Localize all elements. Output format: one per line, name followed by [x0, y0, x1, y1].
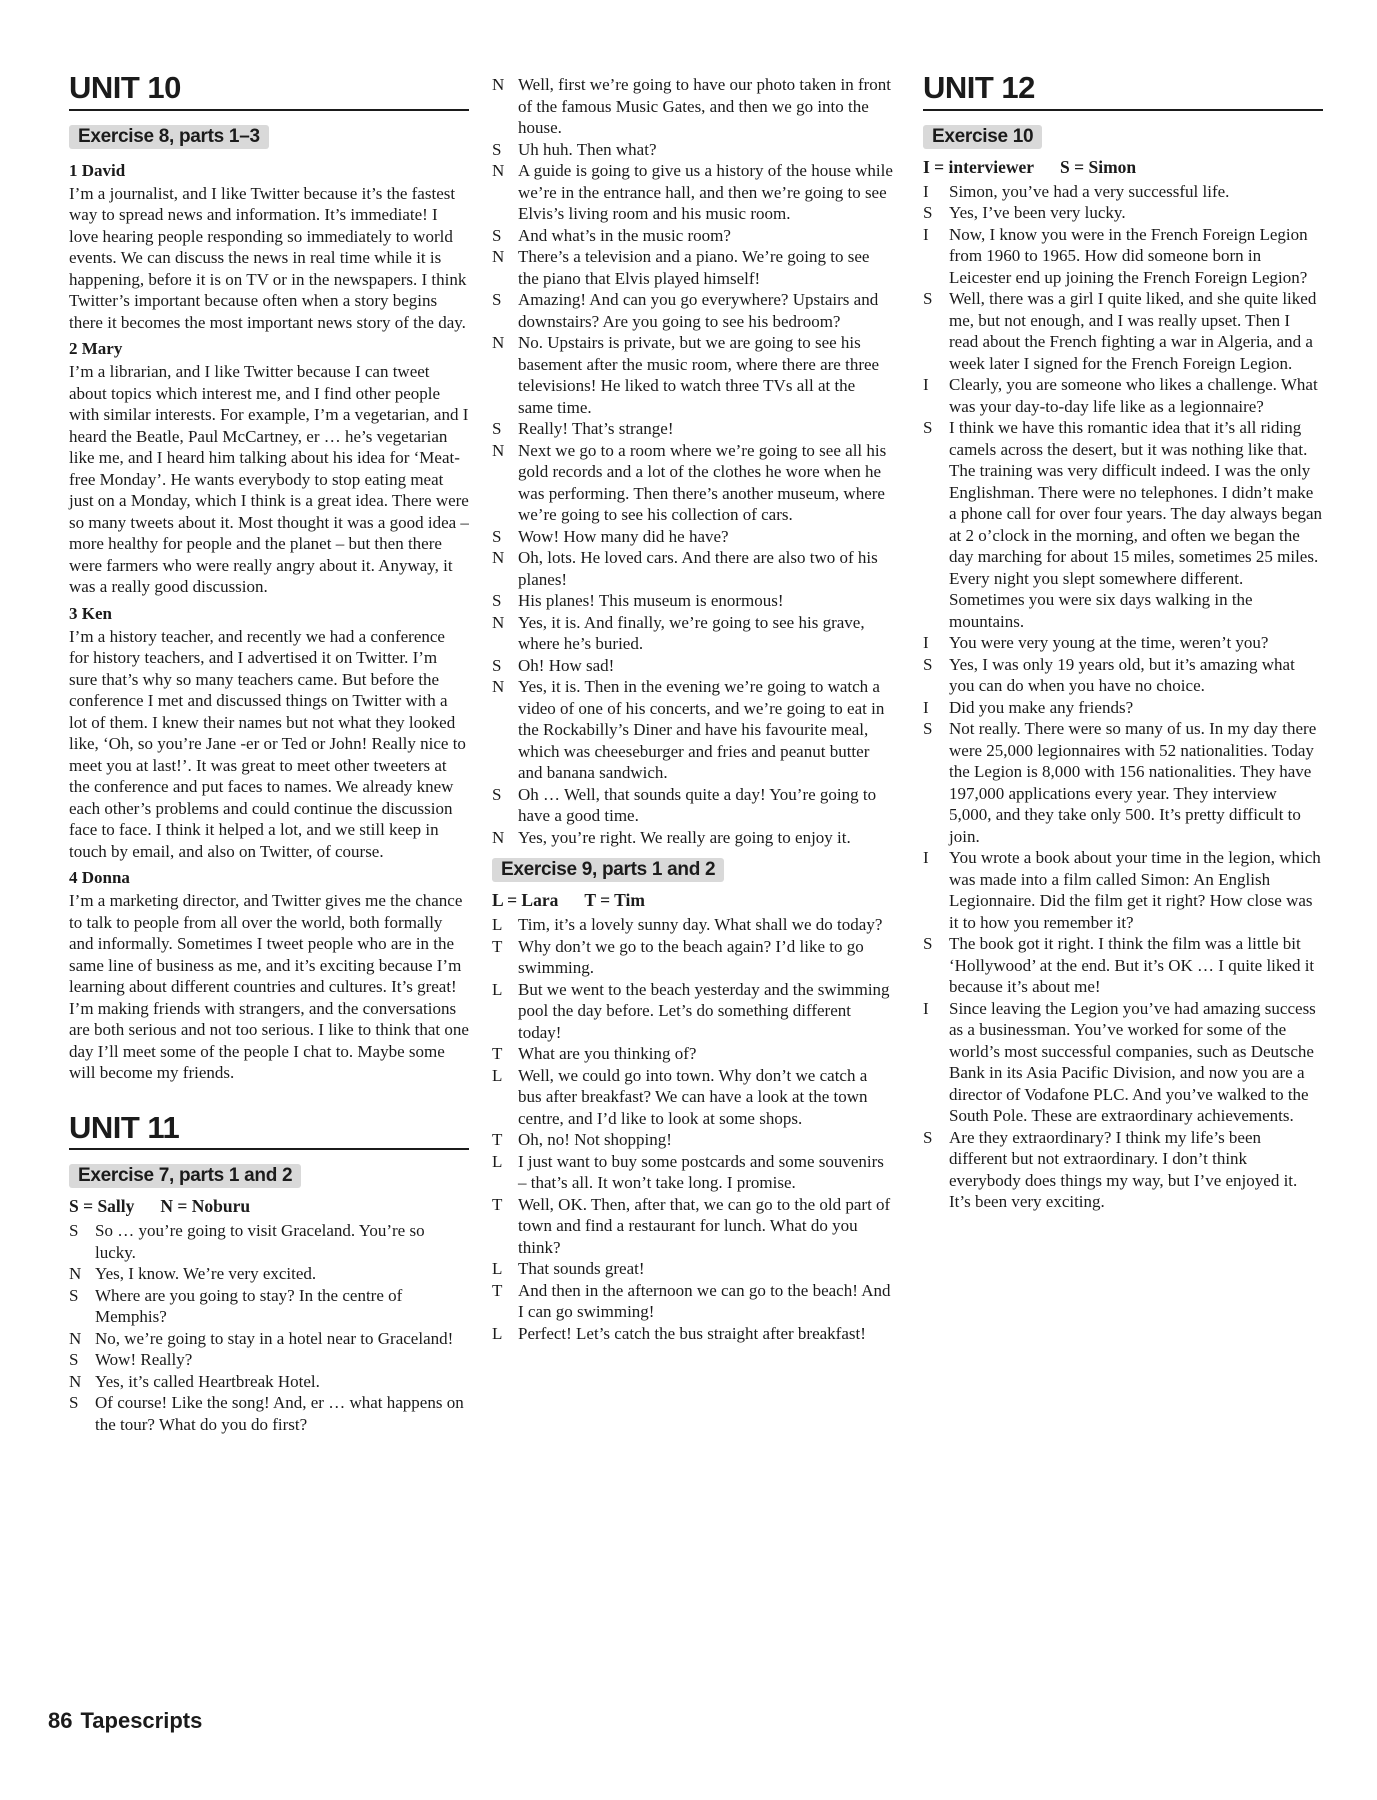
line-text: Well, there was a girl I quite liked, and she quite liked me, but not enough, and I was really upset. Then I read about the French fighting a war in Algeria, and a week later I signed for the French Foreign Legion. — [949, 289, 1317, 373]
line-text: And then in the afternoon we can go to the beach! And I can go swimming! — [518, 1280, 891, 1321]
speaker-initial: S — [923, 654, 933, 674]
speaker-initial: L — [492, 1323, 503, 1343]
line-text: Yes, it is. Then in the evening we’re going to watch a video of one of his concerts, and we’re going to eat in the Rockabilly’s Diner and have his favourite meal, which was cheeseburger and fries and peanut butter and banana sandwich. — [518, 677, 885, 782]
column-3 — [923, 72, 1323, 1213]
speaker-name: 1 David — [69, 160, 126, 180]
key-entry: I = interviewer — [923, 156, 1035, 177]
line-text: Amazing! And can you go everywhere? Upstairs and downstairs? Are you going to see his bedroom? — [518, 290, 879, 331]
dialogue-line — [69, 1371, 469, 1393]
speaker-initial: S — [923, 934, 933, 954]
dialogue-line — [923, 697, 1323, 719]
dialogue-line — [923, 202, 1323, 224]
speaker-initial: N — [492, 161, 505, 180]
line-text: Yes, you’re right. We really are going to enjoy it. — [518, 827, 851, 847]
line-text: Well, we could go into town. Why don’t we catch a bus after breakfast? We can have a look at the town centre, and I’d like to look at some shops. — [518, 1065, 868, 1128]
line-text: Well, OK. Then, after that, we can go to the old part of town and find a restaurant for lunch. What do you think? — [518, 1194, 891, 1257]
speaker-text: I’m a history teacher, and recently we had a conference for history teachers, and I advertised it on Twitter. I’m sure that’s why so many teachers came. But before the conference I met and discussed things on Twitter with a lot of them. I knew their names but not what they looked like, ‘Oh, so you’re Jane -er or Ted or John! Really nice to meet you at last!’. It was great to meet other tweeters at the conference and put faces to names. We already knew each other’s problems and could continue the discussion face to face. I think it helped a lot, and we still keep in touch by email, and also on Twitter, of course. — [69, 626, 466, 861]
speaker-name: 4 Donna — [69, 868, 130, 888]
speaker-initial: N — [69, 1264, 82, 1284]
speaker-initial: S — [492, 290, 502, 309]
speaker-initial: S — [69, 1285, 79, 1305]
line-text: Next we go to a room where we’re going to see all his gold records and a lot of the clothes he wore when he was performing. Then there’s another museum, where we’re going to see his collection of cars. — [518, 440, 887, 524]
dialogue-line — [923, 998, 1323, 1127]
line-text: Did you make any friends? — [949, 697, 1134, 717]
dialogue-line — [492, 289, 894, 332]
dialogue-line — [492, 676, 894, 784]
unit-11-ex9-heading: Exercise 9, parts 1 and 2 — [492, 858, 724, 882]
line-text: Oh! How sad! — [518, 655, 615, 675]
page-number: 86 — [48, 1708, 73, 1733]
speaker-initial: S — [923, 418, 933, 438]
dialogue — [923, 181, 1323, 1213]
line-text: Are they extraordinary? I think my life’s been different but not extraordinary. I don’t think everybody does things my way, but I’ve enjoyed it. It’s been very exciting. — [949, 1127, 1298, 1212]
line-text: Yes, I was only 19 years old, but it’s amazing what you can do when you have no choice. — [949, 654, 1295, 696]
speaker-initial: I — [923, 375, 929, 395]
dialogue-continued — [492, 74, 894, 848]
speaker-initial: N — [492, 75, 505, 94]
line-text: What are you thinking of? — [518, 1044, 697, 1063]
speaker-initial: N — [492, 247, 505, 266]
speaker-initial: I — [923, 224, 929, 244]
line-text: Oh, no! Not shopping! — [518, 1130, 672, 1149]
speaker-text: I’m a journalist, and I like Twitter because it’s the fastest way to spread news and information. It’s immediate! I love hearing people responding so immediately to world events. We can discuss the news in real time while it is happening, before it is on TV or in the newspapers. I think Twitter’s important because often when a story begins there it becomes the most important news story of the day. — [69, 183, 467, 332]
key-entry: S = Simon — [1060, 156, 1137, 177]
dialogue-line — [492, 1280, 894, 1323]
dialogue-line — [923, 288, 1323, 374]
line-text: Since leaving the Legion you’ve had amazing success as a businessman. You’ve worked for some of the world’s most successful companies, such as Deutsche Bank in its Asia Pacific Division, and now you are a director of Vodafone PLC. And you’ve walked to the South Pole. These are extraordinary achievements. — [949, 998, 1316, 1126]
line-text: No. Upstairs is private, but we are going to see his basement after the music room, where there are three televisions! He liked to watch three TVs all at the same time. — [518, 333, 880, 417]
dialogue-line — [69, 1220, 469, 1263]
line-text: Clearly, you are someone who likes a challenge. What was your day-to-day life like as a legionnaire? — [949, 375, 1318, 416]
speaker-initial: S — [69, 1221, 79, 1241]
dialogue-line — [923, 1127, 1323, 1213]
dialogue-line — [492, 332, 894, 418]
speaker-initial: T — [492, 1130, 503, 1149]
speaker-initial: S — [492, 526, 502, 546]
speaker-initial: T — [492, 936, 503, 956]
speaker-initial: I — [923, 848, 929, 868]
speaker-text: I’m a librarian, and I like Twitter because I can tweet about topics which interest me, and I find other people with similar interests. For example, I’m a vegetarian, and I heard the Beatle, Paul McCartney, er … he’s vegetarian like me, and I heard him talking about his idea for ‘Meat-free Monday’. He wants everybody to stop eating meat just on a Monday, which I think is a great idea. There were so many tweets about it. Most thought it was a good idea – more healthy for people and the planet – but then there were farmers who were really angry about it. Anyway, it was a really good discussion. — [69, 362, 469, 597]
unit-12-title: UNIT 12 — [923, 72, 1323, 111]
dialogue-line — [492, 655, 894, 677]
unit-11-title: UNIT 11 — [69, 1112, 469, 1151]
line-text: Oh … Well, that sounds quite a day! You’re going to have a good time. — [518, 784, 877, 825]
unit-10-speakers — [69, 159, 469, 1084]
speaker-initial: N — [69, 1328, 82, 1348]
unit-11-ex9-key — [492, 888, 894, 912]
dialogue-line — [69, 1263, 469, 1285]
speaker-initial: S — [923, 289, 933, 309]
dialogue-line — [492, 1258, 894, 1280]
dialogue-line — [492, 74, 894, 139]
dialogue-line — [492, 1043, 894, 1065]
line-text: I just want to buy some postcards and some souvenirs – that’s all. It won’t take long. I promise. — [518, 1151, 884, 1192]
speaker-initial: S — [492, 591, 502, 610]
speaker-initial: N — [492, 333, 505, 352]
key-entry: L = Lara — [492, 890, 559, 910]
dialogue-line — [69, 1328, 469, 1350]
dialogue-line — [492, 1323, 894, 1345]
dialogue-line — [492, 936, 894, 979]
speaker-initial: S — [923, 203, 933, 223]
line-text: That sounds great! — [518, 1259, 645, 1278]
line-text: Perfect! Let’s catch the bus straight after breakfast! — [518, 1323, 866, 1343]
speaker-name: 2 Mary — [69, 339, 123, 359]
speaker-name: 3 Ken — [69, 603, 112, 623]
speaker-initial: S — [492, 139, 502, 159]
dialogue-line — [492, 827, 894, 849]
dialogue-line — [923, 718, 1323, 847]
dialogue — [69, 1220, 469, 1435]
speaker-initial: S — [492, 225, 502, 245]
speaker-initial: N — [492, 827, 505, 847]
dialogue-line — [69, 1285, 469, 1328]
unit-12-key — [923, 155, 1323, 179]
line-text: Uh huh. Then what? — [518, 139, 657, 159]
dialogue-line — [923, 632, 1323, 654]
line-text: Not really. There were so many of us. In my day there were 25,000 legionnaires with 52 nationalities. Today the Legion is 8,000 with 156 nationalities. They have 197,000 applications every year. They interview 5,000, and they take only 500. It’s pretty difficult to join. — [949, 719, 1317, 846]
speaker-initial: S — [492, 784, 502, 804]
speaker-initial: S — [492, 419, 502, 438]
unit-11-ex7-key — [69, 1194, 469, 1218]
speaker-initial: L — [492, 979, 503, 999]
speaker-initial: L — [492, 1065, 503, 1085]
dialogue-line — [492, 784, 894, 827]
speaker-initial: S — [69, 1350, 79, 1370]
dialogue-line — [923, 417, 1323, 632]
line-text: A guide is going to give us a history of the house while we’re in the entrance hall, and then we’re going to see Elvis’s living room and his music room. — [518, 161, 893, 223]
dialogue-line — [492, 1151, 894, 1194]
dialogue-line — [492, 590, 894, 612]
dialogue-line — [492, 1065, 894, 1130]
speaker-initial: N — [492, 612, 505, 632]
line-text: You were very young at the time, weren’t you? — [949, 633, 1269, 653]
speaker-initial: T — [492, 1280, 503, 1300]
line-text: Well, first we’re going to have our photo taken in front of the famous Music Gates, and then we go into the house. — [518, 75, 892, 137]
speaker-initial: S — [923, 1127, 933, 1147]
dialogue-line — [923, 181, 1323, 203]
line-text: His planes! This museum is enormous! — [518, 591, 784, 610]
dialogue-line — [492, 440, 894, 526]
speaker-initial: I — [923, 181, 929, 201]
unit-10-title: UNIT 10 — [69, 72, 469, 111]
unit-12-exercise-heading: Exercise 10 — [923, 125, 1042, 149]
line-text: Yes, I know. We’re very excited. — [95, 1264, 317, 1284]
dialogue-line — [923, 654, 1323, 697]
speaker-initial: N — [492, 440, 505, 460]
unit-10-exercise-heading: Exercise 8, parts 1–3 — [69, 125, 269, 149]
speaker-initial: I — [923, 633, 929, 653]
dialogue-line — [923, 374, 1323, 417]
line-text: Wow! Really? — [95, 1350, 193, 1370]
dialogue-line — [492, 1129, 894, 1151]
dialogue-line — [492, 979, 894, 1044]
speaker-initial: N — [69, 1371, 82, 1391]
speaker-initial: T — [492, 1044, 503, 1063]
line-text: The book got it right. I think the film was a little bit ‘Hollywood’ at the end. But it’s OK … I quite liked it because it’s about me! — [949, 934, 1315, 997]
dialogue-line — [492, 526, 894, 548]
line-text: Tim, it’s a lovely sunny day. What shall we do today? — [518, 915, 883, 934]
dialogue-line — [69, 1392, 469, 1435]
speaker-initial: S — [69, 1393, 79, 1413]
column-1 — [69, 72, 469, 1435]
dialogue-line — [492, 1194, 894, 1259]
speaker-initial: L — [492, 915, 503, 934]
line-text: You wrote a book about your time in the legion, which was made into a film called Simon: An English Legionnaire. Did the film get it right? How close was it to how you remember it? — [949, 848, 1321, 932]
line-text: But we went to the beach yesterday and the swimming pool the day before. Let’s do something different today! — [518, 979, 890, 1042]
key-entry: S = Sally — [69, 1196, 135, 1217]
line-text: Really! That’s strange! — [518, 419, 674, 438]
dialogue-line — [69, 1349, 469, 1371]
speaker-initial: T — [492, 1194, 503, 1214]
line-text: Wow! How many did he have? — [518, 526, 729, 546]
dialogue-line — [923, 847, 1323, 933]
dialogue-line — [923, 933, 1323, 998]
line-text: Where are you going to stay? In the centre of Memphis? — [95, 1285, 403, 1327]
dialogue-line — [923, 224, 1323, 289]
dialogue — [492, 914, 894, 1344]
speaker-initial: N — [492, 677, 505, 696]
speaker-initial: S — [492, 655, 502, 675]
dialogue-line — [492, 225, 894, 247]
line-text: Now, I know you were in the French Foreign Legion from 1960 to 1965. How did someone born in Leicester end up joining the French Foreign Legion? — [949, 224, 1308, 287]
line-text: Yes, it’s called Heartbreak Hotel. — [95, 1371, 320, 1391]
line-text: Oh, lots. He loved cars. And there are also two of his planes! — [518, 548, 878, 589]
dialogue-line — [492, 547, 894, 590]
line-text: Simon, you’ve had a very successful life. — [949, 181, 1230, 201]
footer-section: Tapescripts — [80, 1708, 203, 1733]
speaker-text: I’m a marketing director, and Twitter gives me the chance to talk to people from all over the world, both formally and informally. Sometimes I tweet people who are in the same line of business as me, and it’s exciting because I’m learning about different countries and cultures. It’s great! I’m making friends with strangers, and the conversations are both serious and not too serious. I like to think that one day I’ll meet some of the people I chat to. Maybe some will become my friends. — [69, 891, 469, 1083]
line-text: I think we have this romantic idea that it’s all riding camels across the desert, but it was nothing like that. The training was very difficult indeed. I was the only Englishman. There were no telephones. I didn’t make a phone call for over four years. The day always began at 2 o’clock in the morning, and often we began the day marching for about 15 miles, sometimes 25 miles. Every night you slept somewhere different. Sometimes you were six days walking in the mountains. — [949, 418, 1323, 631]
speaker-initial: N — [492, 548, 505, 567]
dialogue-line — [492, 914, 894, 936]
speaker-initial: I — [923, 697, 929, 717]
page-footer — [48, 1708, 202, 1734]
speaker-initial: L — [492, 1259, 503, 1278]
key-entry: N = Noburu — [160, 1196, 251, 1217]
dialogue-line — [492, 160, 894, 225]
line-text: No, we’re going to stay in a hotel near to Graceland! — [95, 1328, 454, 1348]
line-text: Yes, it is. And finally, we’re going to see his grave, where he’s buried. — [518, 612, 865, 653]
dialogue-line — [492, 418, 894, 440]
line-text: Why don’t we go to the beach again? I’d like to go swimming. — [518, 936, 864, 977]
speaker-initial: S — [923, 719, 933, 739]
line-text: So … you’re going to visit Graceland. You’re so lucky. — [95, 1221, 425, 1262]
dialogue-line — [492, 612, 894, 655]
line-text: And what’s in the music room? — [518, 225, 731, 245]
unit-11-ex7-heading: Exercise 7, parts 1 and 2 — [69, 1164, 301, 1188]
dialogue-line — [492, 246, 894, 289]
line-text: Of course! Like the song! And, er … what happens on the tour? What do you do first? — [95, 1393, 464, 1434]
speaker-initial: L — [492, 1151, 503, 1171]
line-text: Yes, I’ve been very lucky. — [949, 203, 1126, 223]
speaker-initial: I — [923, 998, 929, 1018]
line-text: There’s a television and a piano. We’re going to see the piano that Elvis played himself! — [518, 247, 870, 288]
dialogue-line — [492, 139, 894, 161]
column-2 — [492, 74, 894, 1344]
key-entry: T = Tim — [584, 890, 645, 910]
